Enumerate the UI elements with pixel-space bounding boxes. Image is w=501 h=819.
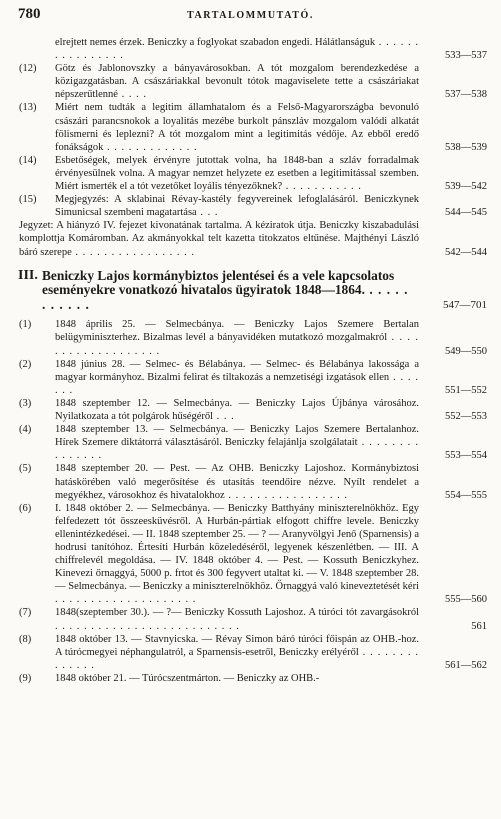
toc-entry xyxy=(18,318,487,357)
entry-pages: 555—560 xyxy=(445,594,487,606)
entry-text: 1848 szeptember 12. — Selmecbánya. — Beniczky Lajos Újbánya városához. Nyilatkozata a tót polgárok hűségéről . . . xyxy=(55,397,419,423)
entry-text: Miért nem tudták a legitim államhatalom és a Felső-Magyarországba bevonuló császári parancsnokok a loyalitás mezébe burkolt pánszláv mozgalom valódi alkatát fölismerni és leplezni? A tót mozgalom mint a legitimitás védője. Az ebből eredő fonákságok . . . . . . . . . . . . . xyxy=(55,102,419,153)
entry-text: 1848 június 28. — Selmec- és Bélabánya. — Selmec- és Bélabánya lakossága a magyar kormányhoz. Bizalmi felirat és tiltakozás a nemzetiségi izgatások ellen . . . . . . . xyxy=(55,358,419,396)
entry-number: (1) xyxy=(19,319,32,331)
entry-text: Esbetőségek, melyek érvényre jutottak volna, ha 1848-ban a szláv forradalmak érvényesülnek volna. A magyar nemzet helyzete ez esetben a legitimitással szemben. Miért ismerték el a tót vezetőket loyális tényezőknek? . . . . . . . . . . . xyxy=(55,154,419,193)
entry-pages: 542—544 xyxy=(445,246,487,258)
entry-number: (15) xyxy=(19,194,37,206)
section-heading xyxy=(18,269,487,313)
entry-pages: 539—542 xyxy=(445,181,487,193)
entry-pages: 554—555 xyxy=(445,489,487,501)
entry-text: 1848 szeptember 20. — Pest. — Az OHB. Beniczky Lajoshoz. Kormánybiztosi hatáskörében való megerősítése és utasítás teendőire nézve. Nyílt rendelet a megyékhez, városokhoz és hivatalokhoz . . . . . . . . . . . . . . . . . xyxy=(55,463,419,501)
entry-number: (2) xyxy=(19,358,32,370)
toc-note xyxy=(18,219,487,258)
entry-number: (13) xyxy=(19,102,37,114)
entry-pages: 561—562 xyxy=(445,659,487,671)
toc-entry xyxy=(18,423,487,462)
toc-entry xyxy=(18,462,487,501)
table-of-contents xyxy=(18,36,487,685)
entry-number: (8) xyxy=(19,633,32,645)
entry-pages: 538—539 xyxy=(445,141,487,153)
toc-entry xyxy=(18,606,487,632)
entry-number: (9) xyxy=(19,672,32,684)
entry-number: (12) xyxy=(19,63,37,75)
entry-pages: 553—554 xyxy=(445,450,487,462)
entry-number: (14) xyxy=(19,154,37,166)
toc-entry xyxy=(18,672,487,685)
entry-text: Götz és Jablonovszky a bányavárosokban. A tót mozgalom berendezkedése a közigazgatásban. A császáriakkal bevonult tótok magaviselete tette a császáriakat népszerűtlenné . . . . xyxy=(55,63,419,101)
entry-pages: 537—538 xyxy=(445,89,487,101)
toc-entry xyxy=(18,62,487,101)
entry-number: (7) xyxy=(19,607,32,619)
toc-entry xyxy=(18,633,487,672)
toc-entry xyxy=(18,502,487,607)
entry-pages: 551—552 xyxy=(445,384,487,396)
entry-number: (3) xyxy=(19,397,32,409)
section-title: Beniczky Lajos kormánybiztos jelentései és a vele kapcsolatos eseményekre vonatkozó hivatalos ügyiratok 1848—1864. . . . . . . . . . . . xyxy=(42,267,409,312)
entry-text: 1848(szeptember 30.). — ?— Beniczky Kossuth Lajoshoz. A túróci tót zavargásokról . . . . . . . . . . . . . . . . . . . . . . . . . . xyxy=(55,607,419,632)
entry-pages: 552—553 xyxy=(445,411,487,423)
entry-number: (4) xyxy=(19,424,32,436)
entry-text: 1848 szeptember 13. — Selmecbánya. — Beniczky Lajos Szemere Bertalanhoz. Hírek Szemere diktátorrá választásáról. Beniczky felajánlja szolgálatait . . . . . . . . . . . . . . . xyxy=(55,424,419,462)
page-number: 780 xyxy=(18,6,41,22)
toc-entry xyxy=(18,193,487,219)
entry-text: 1848 október 21. — Túrócszentmárton. — Beniczky az OHB.- xyxy=(55,672,320,684)
section-pages: 547—701 xyxy=(443,299,487,312)
running-head: TARTALOMMUTATÓ. xyxy=(186,10,315,21)
toc-entry xyxy=(18,101,487,153)
entry-text: 1848 április 25. — Selmecbánya. — Beniczky Lajos Szemere Bertalan belügyminiszterhez. Bizalmas levél a bányavidéken mutatkozó mozgalmakról . . . . . . . . . . . . . . . . . . . xyxy=(55,319,419,357)
entry-text: Jegyzet: A hiányzó IV. fejezet kivonatának tartalma. A kéziratok útja. Beniczky kiszabadulási komplottja Komáromban. Az akmányokkal telt kazetta titokzatos eltűnése. Majthényi László báró szerepe . . . . . . . . . . . . . . . . . xyxy=(19,220,419,258)
entry-number: (5) xyxy=(19,463,32,475)
entry-text: I. 1848 október 2. — Selmecbánya. — Beniczky Batthyány miniszterelnökhöz. Egy felfedezett tót összeesküvésről. A Hurbán-pártiak elfogott chiffre levele. Beniczky ellenintézkedései. — II. 1848 szeptember 25. — ? — Aranyvölgyi Jenő (Sparnensis) a hodrusi tanítóhoz. Értesíti Hurbán közeledéséről, legyenek készenlétben. — III. A chiffrelevél megoldása. — IV. 1848 október 4. — Pest. — Kossuth Beniczkyhez. Kinevezi őrnaggyá, 5000 p. frtot és 300 fegyvert utaltat ki. — V. 1848 szeptember 28. — Selmecbánya. — Beniczky a miniszterelnökhöz. Őrnaggyá való kineveztetését kéri . . . . . . . . . . . . . . . . . . . . xyxy=(55,502,419,606)
entry-number: (6) xyxy=(19,502,32,514)
entry-pages: 549—550 xyxy=(445,345,487,357)
entry-text: 1848 október 13. — Stavnyicska. — Révay Simon báró túróci főispán az OHB.-hoz. A túrócmegyei néphangulatról, a Sparnensis-esetről, Beniczky erélyéről . . . . . . . . . . . . . . xyxy=(55,633,419,671)
entry-pages: 561 xyxy=(471,620,487,632)
entry-pages: 533—537 xyxy=(445,50,487,62)
toc-entry xyxy=(18,36,487,62)
entry-text: elrejtett nemes érzek. Beniczky a foglyokat szabadon engedi. Hálátlanságuk . . . . . . . . . . . . . . . . xyxy=(55,37,420,62)
section-number: III. xyxy=(18,267,38,283)
entry-pages: 544—545 xyxy=(445,207,487,219)
toc-entry xyxy=(18,397,487,423)
page-header xyxy=(0,4,501,26)
toc-entry xyxy=(18,358,487,397)
entry-text: Megjegyzés: A sklabinai Révay-kastély fegyvereinek lefoglalásáról. Beniczkynek Simunicsal szembeni magatartása . . . xyxy=(55,194,419,219)
toc-entry xyxy=(18,154,487,193)
